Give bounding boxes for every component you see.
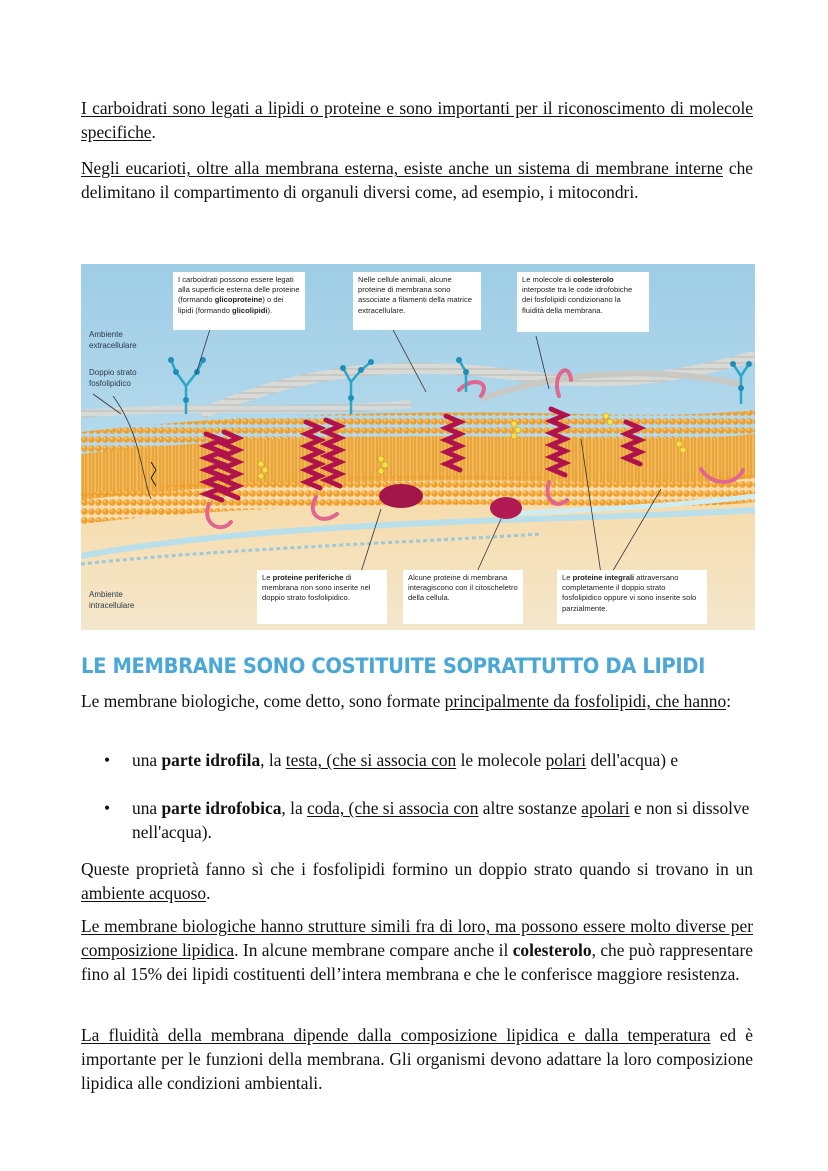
section-paragraph-4: La fluidità della membrana dipende dalla composizione lipidica e dalla temperatura ed è importante per le funzioni della membrana. Gli organismi devono adattare la loro composizione lipidica alle condizioni ambientali. xyxy=(81,1025,753,1093)
membrane-figure xyxy=(81,264,755,630)
bullet-item-idrofobica: una parte idrofobica, la coda, (che si associa con altre sostanze apolari e non si dissolve nell'acqua). xyxy=(132,798,750,842)
label-carboidrati: I carboidrati possono essere legati alla superficie esterna delle proteine (formando glicoproteine) o dei lipidi (formando glicolipidi). xyxy=(173,272,305,330)
label-doppio-strato: Doppio strato fosfolipidico xyxy=(89,368,137,388)
intro-p1-end: . xyxy=(151,122,156,142)
label-ambiente-intracellulare: Ambiente intracellulare xyxy=(89,590,135,610)
bullet-item-idrofila: una parte idrofila, la testa, (che si associa con le molecole polari dell'acqua) e xyxy=(132,750,679,770)
intro-paragraph-2 xyxy=(81,156,753,204)
intro-p2-underlined: Negli eucarioti, oltre alla membrana esterna, esiste anche un sistema di membrane interne xyxy=(81,158,723,178)
label-proteine-integrali: Le proteine integrali attraversano completamente il doppio strato fosfolipidico oppure vi sono inserite solo parzialmente. xyxy=(557,570,707,624)
label-proteine-periferiche: Le proteine periferiche di membrana non sono inserite nel doppio strato fosfolipidico. xyxy=(257,570,387,624)
label-ambiente-extracellulare: Ambiente extracellulare xyxy=(89,330,137,350)
bullet-marker: • xyxy=(104,798,111,818)
label-cellule-animali: Nelle cellule animali, alcune proteine di membrana sono associate a filamenti della matrice extracellulare. xyxy=(353,272,481,330)
intro-paragraph-1 xyxy=(81,96,753,144)
section-paragraph-2: Queste proprietà fanno sì che i fosfolipidi formino un doppio strato quando si trovano in un ambiente acquoso. xyxy=(81,859,753,903)
label-citoscheletro: Alcune proteine di membrana interagiscono con il citoscheletro della cellula. xyxy=(403,570,523,624)
intro-p2-rest: che delimitano il compartimento di organuli diversi come, ad esempio, i mitocondri. xyxy=(81,158,753,202)
bullet-marker: • xyxy=(104,750,111,770)
label-colesterolo: Le molecole di colesterolo interposte tra le code idrofobiche dei fosfolipidi condizionano la fluidità della membrana. xyxy=(517,272,649,332)
section-paragraph-3: Le membrane biologiche hanno strutture simili fra di loro, ma possono essere molto diverse per composizione lipidica. In alcune membrane compare anche il colesterolo, che può rappresentare fino al 15% dei lipidi costituenti dell’intera membrana e che le conferisce maggiore resistenza. xyxy=(81,916,753,984)
section-paragraph-1: Le membrane biologiche, come detto, sono formate principalmente da fosfolipidi, che hanno: xyxy=(81,691,732,711)
section-title: LE MEMBRANE SONO COSTITUITE SOPRATTUTTO DA LIPIDI xyxy=(81,654,705,678)
underlined-fosfolipidi: principalmente da fosfolipidi, che hanno xyxy=(444,691,727,711)
intro-p1-underlined: I carboidrati sono legati a lipidi o proteine e sono importanti per il riconoscimento di molecole specifiche xyxy=(81,98,753,142)
